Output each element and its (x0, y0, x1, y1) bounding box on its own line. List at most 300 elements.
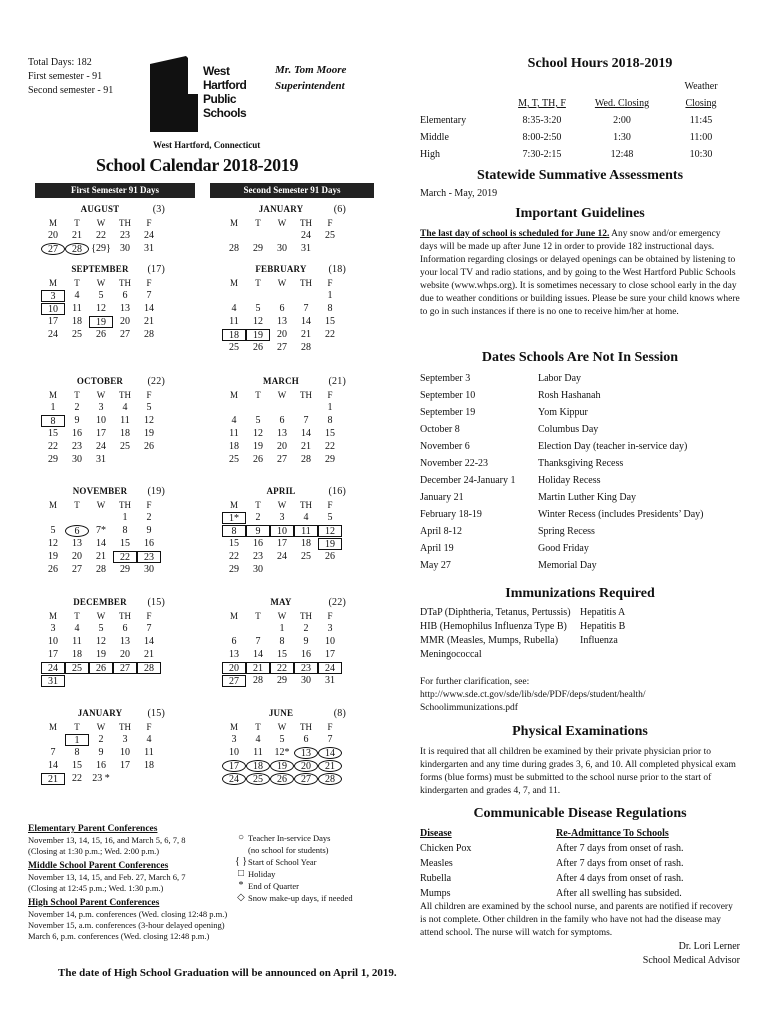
elementary-conf-dates: November 13, 14, 15, 16, and March 5, 6, 7, 8 (28, 835, 186, 845)
calendar-day: 10 (48, 636, 58, 647)
calendar-day: 25 (246, 773, 270, 785)
closed-reason: Good Friday (538, 543, 589, 554)
calendar-day (294, 402, 318, 414)
month-grid (222, 721, 346, 785)
weekday-header: W (96, 278, 106, 288)
calendar-day: 17 (325, 649, 335, 660)
calendar-day: 14 (144, 303, 154, 314)
calendar-day (246, 623, 270, 635)
month-grid (41, 217, 165, 255)
closed-date: January 21 (420, 492, 464, 503)
weekday-header: M (229, 611, 238, 621)
calendar-day (222, 623, 246, 635)
calendar-day: 15 (325, 316, 335, 327)
weekday-header: F (146, 278, 152, 288)
conference-legend (28, 820, 228, 942)
calendar-day: 1 (279, 623, 285, 634)
calendar-day: 1 (50, 402, 56, 413)
month-header (216, 204, 346, 217)
calendar-day: 3 (327, 623, 333, 634)
calendar-day (270, 290, 294, 302)
high-conf-line-2: November 15, a.m. conferences (3-hour delayed opening) (28, 920, 225, 930)
second-semester-bar: Second Semester 91 Days (210, 183, 374, 198)
closed-reason: Winter Recess (includes Presidents’ Day) (538, 509, 704, 520)
calendar-day: 13 (277, 428, 287, 439)
elementary-conf-heading: Elementary Parent Conferences (28, 824, 158, 834)
regular-hours: 8:00-2:50 (522, 132, 562, 143)
closed-reason: Martin Luther King Day (538, 492, 637, 503)
calendar-day: 18 (246, 760, 270, 772)
month-header (216, 597, 346, 610)
readmittance-rule: After 7 days from onset of rash. (556, 843, 684, 854)
calendar-day: 25 (72, 329, 82, 340)
calendar-day: 13 (294, 747, 318, 759)
month-january (35, 708, 165, 785)
closed-date: December 24-January 1 (420, 475, 516, 486)
middle-conf-heading: Middle School Parent Conferences (28, 861, 169, 871)
advisor-name: Dr. Lori Lerner (678, 941, 740, 952)
calendar-day: 29 (120, 564, 130, 575)
calendar-day (222, 230, 246, 242)
month-name: OCTOBER (76, 376, 124, 386)
calendar-day (270, 230, 294, 242)
weekday-header: T (74, 722, 80, 732)
calendar-day: 17 (222, 760, 246, 772)
weekday-header: T (255, 611, 261, 621)
guidelines-text (420, 228, 740, 319)
calendar-day (294, 290, 318, 302)
calendar-day: 22 (96, 230, 106, 241)
wed-closing: 2:00 (613, 115, 631, 126)
calendar-day: 5 (50, 525, 56, 536)
calendar-day: 2 (255, 512, 261, 523)
month-day-count: (22) (328, 597, 346, 608)
closed-reason: Columbus Day (538, 424, 599, 435)
calendar-day: 30 (253, 564, 263, 575)
closed-date: October 8 (420, 424, 460, 435)
calendar-day: 20 (277, 441, 287, 452)
calendar-day: 26 (144, 441, 154, 452)
calendar-day: 20 (48, 230, 58, 241)
calendar-day: 7 (303, 415, 309, 426)
calendar-day (65, 675, 89, 687)
month-day-count: (21) (328, 376, 346, 387)
calendar-day: 28 (137, 662, 161, 674)
calendar-day: 1 (65, 734, 89, 746)
calendar-day: 19 (48, 551, 58, 562)
weekday-header: W (277, 722, 287, 732)
communicable-diseases (420, 806, 740, 968)
medical-advisor (420, 940, 740, 968)
month-november (35, 486, 165, 576)
calendar-day: 29 (48, 454, 58, 465)
month-december (35, 597, 165, 687)
calendar-day: 5 (279, 734, 285, 745)
calendar-day: 4 (231, 303, 237, 314)
second-semester-days: Second semester - 91 (28, 85, 114, 96)
calendar-day: 19 (318, 538, 342, 550)
weather-closing: 11:45 (689, 115, 713, 126)
calendar-day: 12 (96, 303, 106, 314)
weekday-header: F (146, 722, 152, 732)
month-header (35, 486, 165, 499)
guidelines-lead: The last day of school is scheduled for June 12. (420, 229, 610, 239)
total-days (28, 56, 113, 98)
calendar-day (113, 773, 137, 785)
month-header (35, 376, 165, 389)
calendar-day: 27 (222, 675, 246, 687)
calendar-day: 8 (279, 636, 285, 647)
month-august (35, 204, 165, 255)
closed-reason: Thanksgiving Recess (538, 458, 624, 469)
calendar-day: 12 (318, 525, 342, 537)
calendar-day: 29 (325, 454, 335, 465)
logo-line: Schools (203, 106, 247, 120)
middle-conf-hours: (Closing at 12:45 p.m.; Wed. 1:30 p.m.) (28, 883, 164, 893)
calendar-day: 15 (48, 428, 58, 439)
disease-name: Rubella (420, 873, 452, 884)
braces-icon: { } (234, 856, 248, 867)
calendar-day: 2 (146, 512, 152, 523)
legend-start (234, 856, 394, 868)
month-header (216, 708, 346, 721)
calendar-day: 11 (120, 415, 130, 426)
calendar-day: 5 (327, 512, 333, 523)
regular-hours-header: M, T, TH, F (518, 98, 566, 109)
vaccine-left: MMR (Measles, Mumps, Rubella) (420, 635, 559, 646)
weekday-header: TH (300, 500, 312, 510)
calendar-day: 17 (48, 316, 58, 327)
legend-quarter-label: End of Quarter (248, 881, 299, 891)
calendar-day: 7 (303, 303, 309, 314)
vaccine-left: Meningococcal (420, 649, 482, 660)
calendar-day: 7 (327, 734, 333, 745)
calendar-day: 18 (72, 649, 82, 660)
calendar-day (222, 402, 246, 414)
calendar-day: 26 (89, 662, 113, 674)
calendar-day: 23 (120, 230, 130, 241)
calendar-day: 6 (65, 525, 89, 537)
logo-line: West (203, 64, 230, 78)
calendar-day: 25 (65, 662, 89, 674)
symbol-legend (234, 832, 394, 904)
calendar-day: 21 (301, 441, 311, 452)
calendar-day: 7* (96, 525, 106, 536)
wed-closing: 1:30 (613, 132, 631, 143)
calendar-day: 24 (48, 329, 58, 340)
calendar-day: 13 (229, 649, 239, 660)
calendar-day: 13 (120, 636, 130, 647)
month-grid (41, 499, 165, 576)
weather-header-1: Weather (684, 81, 718, 92)
calendar-day: 18 (120, 428, 130, 439)
month-day-count: (15) (147, 597, 165, 608)
calendar-day: 10 (96, 415, 106, 426)
blank (420, 95, 502, 112)
calendar-day: 10 (229, 747, 239, 758)
communicable-header (420, 826, 740, 841)
asterisk-icon: * (238, 880, 244, 891)
month-day-count: (17) (147, 264, 165, 275)
calendar-day (65, 512, 89, 524)
calendar-day: 24 (222, 773, 246, 785)
weekday-header: F (327, 611, 333, 621)
closed-dates-list (420, 370, 740, 574)
month-march (216, 376, 346, 466)
calendar-day: 13 (120, 303, 130, 314)
calendar-day: 24 (144, 230, 154, 241)
calendar-day: 3 (50, 623, 56, 634)
calendar-day: 29 (229, 564, 239, 575)
weekday-header: T (74, 390, 80, 400)
calendar-day: 6 (279, 303, 285, 314)
calendar-day: 17 (277, 538, 287, 549)
calendar-day: 10 (41, 303, 65, 315)
month-name: JANUARY (77, 708, 123, 718)
calendar-day: 21 (96, 551, 106, 562)
logo-wordmark (203, 64, 246, 120)
month-header (216, 264, 346, 277)
calendar-day: 24 (318, 662, 342, 674)
vaccine-right: Hepatitis B (580, 621, 626, 632)
calendar-day: 27 (113, 662, 137, 674)
month-header (216, 376, 346, 389)
closed-reason: Yom Kippur (538, 407, 588, 418)
calendar-day: 26 (270, 773, 294, 785)
weekday-header: F (327, 500, 333, 510)
weekday-header: M (48, 722, 57, 732)
calendar-day: 12 (253, 428, 263, 439)
month-day-count: (8) (333, 708, 346, 719)
weather-header-2: Closing (685, 98, 717, 109)
communicable-title: Communicable Disease Regulations (473, 806, 687, 821)
month-day-count: (22) (147, 376, 165, 387)
physical-exams (420, 724, 740, 798)
calendar-day: 4 (74, 623, 80, 634)
calendar-day: 16 (253, 538, 263, 549)
calendar-day: 7 (255, 636, 261, 647)
weekday-header: T (74, 611, 80, 621)
assessments-title: Statewide Summative Assessments (476, 168, 684, 183)
calendar-day: 20 (294, 760, 318, 772)
calendar-day (318, 564, 342, 576)
month-grid (222, 499, 346, 576)
calendar-day: 3 (231, 734, 237, 745)
vaccine-right (580, 648, 740, 662)
calendar-day: 4 (303, 512, 309, 523)
weekday-header: F (327, 722, 333, 732)
school-level: High (420, 149, 440, 160)
weather-closing: 11:00 (689, 132, 713, 143)
calendar-day: 11 (253, 747, 263, 758)
school-hours-table (420, 78, 740, 112)
calendar-day: 4 (146, 734, 152, 745)
calendar-day (137, 454, 161, 466)
calendar-day: 12* (274, 747, 290, 758)
closed-reason: Election Day (teacher in-service day) (538, 441, 688, 452)
calendar-day: 12 (253, 316, 263, 327)
closed-date: April 8-12 (420, 526, 462, 537)
calendar-day: 22 (229, 551, 239, 562)
month-day-count: (16) (328, 486, 346, 497)
calendar-day: 11 (72, 636, 82, 647)
calendar-day: 5 (255, 415, 261, 426)
calendar-day: 18 (222, 329, 246, 341)
weekday-header: M (229, 722, 238, 732)
calendar-day: 7 (146, 290, 152, 301)
calendar-day: 24 (41, 662, 65, 674)
weekday-header: TH (300, 390, 312, 400)
calendar-day: 26 (325, 551, 335, 562)
weekday-header: F (146, 611, 152, 621)
weekday-header: TH (300, 218, 312, 228)
calendar-day: 8 (41, 415, 65, 427)
legend-holiday-label: Holiday (248, 869, 276, 879)
logo-line: Public (203, 92, 237, 106)
superintendent-name: Mr. Tom Moore (275, 64, 347, 76)
calendar-day: 19 (96, 649, 106, 660)
blank (420, 78, 502, 95)
calendar-day (246, 402, 270, 414)
month-day-count: (3) (152, 204, 165, 215)
calendar-day: 18 (144, 760, 154, 771)
month-october (35, 376, 165, 466)
calendar-day: 28 (301, 454, 311, 465)
weekday-header: W (277, 390, 287, 400)
calendar-day: 19 (253, 441, 263, 452)
guidelines-body: Any snow and/or emergency days will be made up after June 12 in order to provide 182 instructional days. Information regarding closings or delayed openings can be obtained by listening to your local TV and radio stations, and by going to the West Hartford Public Schools website (www.whps.org). It is sometimes necessary to close school early in the day due to weather conditions or building issues. Please be sure your child knows where to go in such instances if there is no one to receive him/her at home. (420, 229, 740, 317)
school-level: Elementary (420, 115, 467, 126)
calendar-day: 26 (253, 454, 263, 465)
weekday-header: T (255, 500, 261, 510)
calendar-day (41, 512, 65, 524)
calendar-day: 14 (96, 538, 106, 549)
calendar-day: 4 (74, 290, 80, 301)
calendar-day: 22 (270, 662, 294, 674)
legend-inservice-label: Teacher In-service Days (248, 833, 331, 843)
calendar-day (294, 564, 318, 576)
superintendent (275, 62, 346, 94)
first-semester-days: First semester - 91 (28, 71, 103, 82)
calendar-day: 31 (301, 243, 311, 254)
calendar-day: 18 (301, 538, 311, 549)
calendar-day: 2 (303, 623, 309, 634)
vaccine-right: Hepatitis A (580, 607, 626, 618)
calendar-day: 21 (301, 329, 311, 340)
calendar-day: 16 (144, 538, 154, 549)
elementary-conf-hours: (Closing at 1:30 p.m.; Wed. 2:00 p.m.) (28, 846, 160, 856)
closed-reason: Holiday Recess (538, 475, 601, 486)
calendar-day: 27 (277, 342, 287, 353)
calendar-day: 4 (255, 734, 261, 745)
month-name: DECEMBER (73, 597, 127, 607)
calendar-day: 19 (270, 760, 294, 772)
weekday-header: TH (119, 278, 131, 288)
assessments-dates: March - May, 2019 (420, 188, 498, 199)
weekday-header: TH (300, 611, 312, 621)
calendar-day: 11 (72, 303, 82, 314)
weekday-header: M (48, 390, 57, 400)
weekday-header: W (96, 390, 106, 400)
readmittance-rule: After 7 days from onset of rash. (556, 858, 684, 869)
calendar-day (270, 564, 294, 576)
month-grid (222, 389, 346, 466)
month-grid (41, 277, 165, 341)
calendar-day: 5 (98, 623, 104, 634)
calendar-day (113, 675, 137, 687)
vaccine-right: Influenza (580, 635, 618, 646)
weekday-header: TH (119, 611, 131, 621)
month-day-count: (18) (328, 264, 346, 275)
calendar-day: 18 (72, 316, 82, 327)
month-name: FEBRUARY (255, 264, 307, 274)
assessments (420, 168, 740, 199)
calendar-day: 14 (318, 747, 342, 759)
calendar-day: 9 (303, 636, 309, 647)
calendar-day: 22 (325, 329, 335, 340)
calendar-day: 10 (270, 525, 294, 537)
closed-dates (420, 350, 740, 574)
calendar-day: 20 (120, 316, 130, 327)
guidelines-title: Important Guidelines (515, 206, 645, 221)
calendar-day: 11 (229, 316, 239, 327)
calendar-day: 28 (96, 564, 106, 575)
calendar-day: 6 (279, 415, 285, 426)
guidelines (420, 206, 740, 319)
calendar-day: 8 (222, 525, 246, 537)
month-name: APRIL (266, 486, 296, 496)
month-name: NOVEMBER (72, 486, 128, 496)
weekday-header: T (74, 218, 80, 228)
calendar-day: 29 (277, 675, 287, 686)
weekday-header: M (229, 500, 238, 510)
closed-date: November 22-23 (420, 458, 489, 469)
month-january (216, 204, 346, 255)
calendar-day: 22 (48, 441, 58, 452)
weekday-header: F (327, 278, 333, 288)
calendar-day: 31 (96, 454, 106, 465)
calendar-day: 17 (48, 649, 58, 660)
school-hours (420, 56, 740, 163)
calendar-day: 22 (325, 441, 335, 452)
calendar-day: 10 (325, 636, 335, 647)
calendar-day: 3 (122, 734, 128, 745)
advisor-title: School Medical Advisor (642, 955, 740, 966)
calendar-day: 31 (144, 243, 154, 254)
calendar-day: 8 (327, 415, 333, 426)
legend-inservice (234, 832, 394, 844)
calendar-day (318, 342, 342, 354)
calendar-day: 27 (72, 564, 82, 575)
weekday-header: M (229, 218, 238, 228)
closed-reason: Memorial Day (538, 560, 597, 571)
legend-snow-label: Snow make-up days, if needed (248, 893, 353, 903)
calendar-day: 15 (72, 760, 82, 771)
calendar-day: 21 (318, 760, 342, 772)
calendar-day: 6 (231, 636, 237, 647)
diamond-icon: ◇ (237, 892, 245, 903)
calendar-day: 19 (246, 329, 270, 341)
calendar-day: 25 (229, 342, 239, 353)
calendar-day: 6 (303, 734, 309, 745)
calendar-day: 16 (96, 760, 106, 771)
month-grid (222, 217, 346, 255)
calendar-day: 10 (120, 747, 130, 758)
month-header (35, 597, 165, 610)
calendar-day: 30 (120, 243, 130, 254)
weekday-header: TH (119, 390, 131, 400)
immunizations (420, 586, 740, 715)
